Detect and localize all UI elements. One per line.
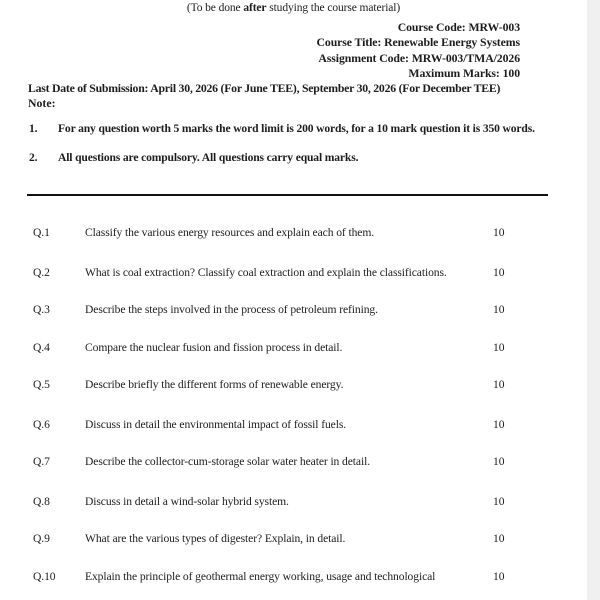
question-text: Describe the collector-cum-storage solar water heater in detail. (85, 455, 371, 468)
question-number: Q.7 (33, 455, 50, 468)
question-row (33, 340, 553, 356)
question-number: Q.5 (33, 378, 50, 391)
assignment-meta-block (28, 20, 520, 81)
question-row (33, 494, 553, 510)
question-number: Q.4 (33, 340, 50, 354)
question-number: Q.9 (33, 532, 50, 545)
question-text: Describe briefly the different forms of renewable energy. (85, 378, 344, 391)
question-marks: 10 (493, 532, 505, 545)
maximum-marks: Maximum Marks: 100 (408, 65, 520, 80)
question-text: Describe the steps involved in the process of petroleum refining. (85, 303, 378, 316)
question-row (33, 417, 553, 433)
subtitle-suffix: studying the course material) (266, 2, 401, 14)
question-row (33, 302, 553, 318)
course-code: Course Code: MRW-003 (397, 20, 520, 34)
question-number: Q.2 (33, 265, 50, 279)
note-text: All questions are compulsory. All questions carry equal marks. (58, 150, 359, 164)
question-row (33, 569, 553, 585)
subtitle-emphasis: after (243, 2, 267, 14)
question-marks: 10 (493, 378, 505, 391)
note-item (29, 150, 539, 166)
question-number: Q.3 (33, 303, 50, 316)
question-marks: 10 (493, 303, 505, 316)
note-item (29, 121, 539, 137)
question-text: Discuss in detail the environmental impact of fossil fuels. (85, 417, 347, 431)
question-text: Discuss in detail a wind-solar hybrid system. (85, 494, 289, 508)
question-marks: 10 (493, 226, 505, 239)
question-marks: 10 (493, 494, 505, 508)
course-title: Course Title: Renewable Energy Systems (316, 35, 520, 50)
last-date-of-submission: Last Date of Submission: April 30, 2026 (For June TEE), September 30, 2026 (For December TEE) (28, 81, 501, 95)
note-text: For any question worth 5 marks the word limit is 200 words, for a 10 mark question it is 350 words. (58, 122, 535, 135)
note-number: 1. (29, 122, 38, 135)
question-row (33, 454, 553, 470)
question-row (33, 225, 553, 241)
question-text: What is coal extraction? Classify coal extraction and explain the classifications. (85, 265, 447, 279)
note-label: Note: (28, 96, 56, 110)
subtitle-prefix: (To be done (186, 2, 244, 14)
question-text: Classify the various energy resources and explain each of them. (85, 226, 375, 239)
question-marks: 10 (493, 265, 505, 279)
question-marks: 10 (493, 455, 505, 468)
section-divider (27, 194, 548, 196)
question-row (33, 531, 553, 547)
question-number: Q.10 (33, 569, 56, 583)
question-marks: 10 (493, 417, 505, 431)
question-number: Q.1 (33, 226, 50, 239)
assignment-code: Assignment Code: MRW-003/TMA/2026 (318, 50, 520, 65)
page-gutter (587, 0, 600, 600)
question-number: Q.6 (33, 417, 50, 431)
notes-list (29, 121, 539, 178)
question-text: Compare the nuclear fusion and fission process in detail. (85, 340, 343, 354)
question-row (33, 265, 553, 281)
question-marks: 10 (493, 340, 505, 354)
question-marks: 10 (493, 569, 505, 583)
question-number: Q.8 (33, 494, 50, 508)
course-material-subtitle (0, 1, 587, 15)
question-text: Explain the principle of geothermal energy working, usage and technological (85, 569, 436, 583)
questions-list (33, 225, 553, 600)
note-number: 2. (29, 150, 38, 164)
question-text: What are the various types of digester? Explain, in detail. (85, 532, 346, 545)
question-row (33, 377, 553, 393)
